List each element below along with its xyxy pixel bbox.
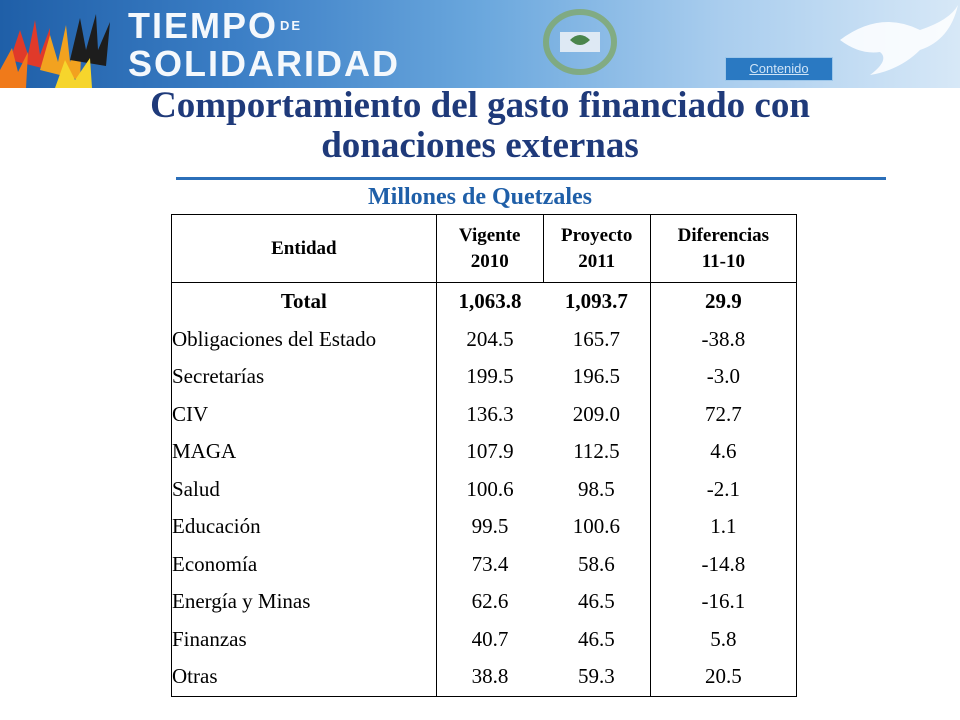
cell-proyecto: 98.5 [543,471,650,509]
cell-proyecto: 165.7 [543,321,650,359]
cell-entidad: Educación [172,508,437,546]
cell-proyecto: 46.5 [543,621,650,659]
table-row [172,321,797,359]
table-row-total [172,283,797,321]
contenido-link[interactable]: Contenido [725,57,833,81]
cell-vigente: 107.9 [466,439,514,464]
table-row [172,396,797,434]
cell-proyecto: 100.6 [543,508,650,546]
cell-entidad: Otras [172,658,437,696]
header-entidad: Entidad [172,215,437,283]
logo-text: TIEMPO $^{DE}$ SOLIDARIDAD [128,5,400,84]
cell-proyecto: 46.5 [543,583,650,621]
cell-entidad: Economía [172,546,437,584]
cell-diferencia: 4.6 [650,433,796,471]
cell-entidad: Salud [172,471,437,509]
table-row [172,658,797,696]
cell-diferencia: 5.8 [650,621,796,659]
cell-vigente: 199.5 [466,364,514,389]
cell-vigente: 1,063.8 [458,289,522,314]
cell-vigente: 99.5 [471,514,509,539]
cell-diferencia: -16.1 [650,583,796,621]
title-divider [176,177,886,180]
coat-of-arms-icon [520,2,640,82]
table-row [172,583,797,621]
cell-entidad: MAGA [172,433,437,471]
header-proyecto: Proyecto 2011 [543,215,650,283]
cell-entidad: Total [172,283,437,321]
cell-entidad: CIV [172,396,437,434]
cell-proyecto: 1,093.7 [543,283,650,321]
table-row [172,508,797,546]
cell-diferencia: -2.1 [650,471,796,509]
page-title: Comportamiento del gasto financiado con donaciones externas [150,85,810,166]
table-row [172,471,797,509]
dove-icon [820,0,960,88]
cell-proyecto: 196.5 [543,358,650,396]
cell-vigente: 40.7 [471,626,509,651]
cell-proyecto: 112.5 [543,433,650,471]
table-subtitle: Millones de Quetzales [368,184,592,210]
cell-diferencia: 20.5 [650,658,796,696]
cell-diferencia: 29.9 [650,283,796,321]
table-header-row [172,215,797,283]
cell-vigente: 136.3 [466,401,514,426]
cell-proyecto: 59.3 [543,658,650,696]
budget-table [171,214,797,697]
cell-vigente: 100.6 [466,476,514,501]
cell-diferencia: -3.0 [650,358,796,396]
cell-diferencia: -14.8 [650,546,796,584]
cell-proyecto: 58.6 [543,546,650,584]
cell-entidad: Obligaciones del Estado [172,321,437,359]
cell-diferencia: 72.7 [650,396,796,434]
table-row [172,546,797,584]
header-banner [0,0,960,88]
header-diferencias: Diferencias 11-10 [650,215,796,283]
cell-diferencia: -38.8 [650,321,796,359]
table-row [172,621,797,659]
table-row [172,358,797,396]
cell-proyecto: 209.0 [543,396,650,434]
table-row [172,433,797,471]
cell-entidad: Secretarías [172,358,437,396]
cell-vigente: 204.5 [466,326,514,351]
cell-diferencia: 1.1 [650,508,796,546]
cell-vigente: 73.4 [471,551,509,576]
header-vigente: Vigente 2010 [436,215,543,283]
cell-vigente: 38.8 [436,658,543,696]
cell-entidad: Finanzas [172,621,437,659]
cell-entidad: Energía y Minas [172,583,437,621]
cell-vigente: 62.6 [471,589,509,614]
